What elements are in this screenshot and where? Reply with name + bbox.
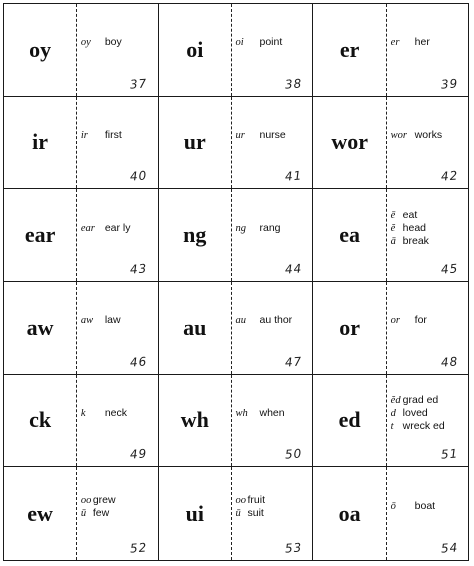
sound-row <box>391 209 466 222</box>
sound-list <box>391 97 466 175</box>
sound-row <box>235 314 310 327</box>
phonogram-big-letters: ir <box>32 129 49 155</box>
dashed-cut-line <box>76 97 77 189</box>
example-word: for <box>414 314 427 327</box>
sound-marking: t <box>390 420 394 432</box>
sound-row <box>81 314 156 327</box>
dashed-cut-line <box>231 375 232 467</box>
sound-marking: ē <box>390 209 396 221</box>
card-number: 37 <box>129 76 149 92</box>
sound-list <box>81 467 156 546</box>
phonogram-big-letters: oi <box>186 36 204 62</box>
sound-row <box>391 407 466 420</box>
sound-marking: ū <box>235 507 241 519</box>
sound-list <box>391 189 466 267</box>
phonogram-card <box>159 189 314 282</box>
example-word: neck <box>104 406 128 419</box>
sound-row <box>391 500 466 513</box>
dashed-cut-line <box>231 97 232 189</box>
phonogram-card <box>313 97 468 190</box>
phonogram-card <box>4 375 159 468</box>
example-word: wreck ed <box>402 419 445 432</box>
phonogram-card <box>4 282 159 375</box>
phonogram-card <box>313 375 468 468</box>
phonogram-big-letters: er <box>339 36 360 62</box>
example-word: loved <box>402 406 428 419</box>
example-word: law <box>104 314 121 327</box>
example-word: eat <box>402 208 418 221</box>
sound-row <box>391 36 466 49</box>
card-number: 45 <box>440 261 459 277</box>
phonogram-card <box>313 189 468 282</box>
example-word: break <box>402 234 429 247</box>
phonogram-card <box>4 97 159 190</box>
example-word: first <box>104 128 122 141</box>
card-number: 49 <box>129 446 149 462</box>
card-number: 44 <box>284 261 303 277</box>
card-number: 38 <box>284 76 303 92</box>
sound-marking: ĕ <box>390 222 396 234</box>
phonogram-big-letters: ui <box>185 500 204 526</box>
sound-marking: ng <box>235 222 246 234</box>
sound-marking: ĕd <box>390 394 401 406</box>
sound-marking: au <box>235 315 246 327</box>
phonogram-card <box>159 282 314 375</box>
example-word: few <box>92 506 110 519</box>
phonogram-card <box>4 4 159 97</box>
phonogram-big-letters: ew <box>27 500 53 526</box>
sound-list <box>235 375 310 453</box>
sound-row <box>81 129 156 142</box>
sound-list <box>81 282 156 360</box>
sound-marking: ear <box>80 222 95 234</box>
sound-row <box>81 222 156 235</box>
sound-row <box>81 494 156 507</box>
phonogram-card <box>159 375 314 468</box>
sound-marking: k <box>80 407 86 419</box>
card-number: 51 <box>440 446 459 462</box>
dashed-cut-line <box>386 375 387 467</box>
sound-row <box>391 129 466 142</box>
phonogram-big-letters: au <box>183 314 207 340</box>
sound-list <box>391 4 466 82</box>
example-word: works <box>414 128 443 141</box>
example-word: suit <box>247 506 264 519</box>
sound-marking: oo <box>235 494 246 506</box>
example-word: ear ly <box>104 221 131 234</box>
sound-row <box>391 394 466 407</box>
sound-marking: or <box>390 315 400 327</box>
dashed-cut-line <box>386 282 387 374</box>
phonogram-big-letters: ck <box>29 407 52 433</box>
dashed-cut-line <box>76 467 77 560</box>
sound-marking: ur <box>235 129 245 141</box>
sound-row <box>235 129 310 142</box>
dashed-cut-line <box>231 467 232 560</box>
sound-list <box>235 282 310 360</box>
sound-list <box>235 467 310 546</box>
example-word: fruit <box>247 493 265 506</box>
sound-list <box>391 467 466 546</box>
phonogram-big-letters: oy <box>29 36 52 62</box>
example-word: point <box>259 36 283 49</box>
example-word: head <box>402 221 427 234</box>
phonogram-big-letters: wor <box>331 129 368 155</box>
sound-row <box>235 507 310 520</box>
sound-row <box>235 36 310 49</box>
phonogram-card-sheet <box>3 3 469 561</box>
phonogram-big-letters: ng <box>183 222 207 248</box>
sound-row <box>391 420 466 433</box>
sound-row <box>235 222 310 235</box>
sound-row <box>391 314 466 327</box>
example-word: boy <box>104 36 122 49</box>
sound-marking: d <box>390 407 396 419</box>
phonogram-card <box>4 467 159 560</box>
sound-list <box>81 4 156 82</box>
card-number: 42 <box>440 168 459 184</box>
dashed-cut-line <box>386 97 387 189</box>
card-number: 43 <box>129 261 149 277</box>
example-word: boat <box>414 500 436 513</box>
sound-list <box>235 189 310 267</box>
example-word: her <box>414 36 430 49</box>
phonogram-card <box>159 467 314 560</box>
sound-list <box>391 282 466 360</box>
sound-row <box>391 222 466 235</box>
sound-marking: oi <box>235 37 244 49</box>
sound-marking: wh <box>235 407 248 419</box>
dashed-cut-line <box>386 189 387 281</box>
card-number: 47 <box>284 354 303 370</box>
phonogram-card <box>313 282 468 375</box>
sound-marking: ir <box>80 129 88 141</box>
sound-list <box>391 375 466 453</box>
phonogram-big-letters: wh <box>180 407 209 433</box>
sound-row <box>235 494 310 507</box>
sound-list <box>81 97 156 175</box>
card-number: 40 <box>129 168 149 184</box>
sound-list <box>81 189 156 267</box>
sound-list <box>81 375 156 453</box>
sound-marking: oo <box>80 494 92 506</box>
sound-row <box>235 407 310 420</box>
sound-marking: er <box>390 37 400 49</box>
example-word: grad ed <box>402 393 439 406</box>
phonogram-big-letters: ear <box>24 222 56 248</box>
card-number: 41 <box>284 168 303 184</box>
sound-marking: ū <box>80 507 87 519</box>
phonogram-big-letters: oa <box>338 500 361 526</box>
sound-list <box>235 4 310 82</box>
card-number: 46 <box>129 354 149 370</box>
phonogram-card <box>159 4 314 97</box>
card-number: 54 <box>440 540 459 556</box>
phonogram-card <box>313 4 468 97</box>
sound-row <box>391 235 466 248</box>
card-number: 48 <box>440 354 459 370</box>
sound-list <box>235 97 310 175</box>
dashed-cut-line <box>386 4 387 96</box>
phonogram-big-letters: ur <box>183 129 206 155</box>
sound-marking: ā <box>390 235 396 247</box>
phonogram-big-letters: ed <box>338 407 361 433</box>
phonogram-card <box>159 97 314 190</box>
phonogram-card <box>313 467 468 560</box>
sound-row <box>81 36 156 49</box>
sound-row <box>81 507 156 520</box>
dashed-cut-line <box>231 282 232 374</box>
dashed-cut-line <box>76 375 77 467</box>
phonogram-big-letters: ea <box>339 222 361 248</box>
example-word: au thor <box>259 314 293 327</box>
card-number: 53 <box>284 540 303 556</box>
example-word: when <box>259 406 285 419</box>
dashed-cut-line <box>231 4 232 96</box>
dashed-cut-line <box>76 4 77 96</box>
dashed-cut-line <box>76 282 77 374</box>
card-number: 50 <box>284 446 303 462</box>
card-number: 39 <box>440 76 459 92</box>
sound-marking: wor <box>390 129 407 141</box>
phonogram-big-letters: aw <box>26 314 54 340</box>
dashed-cut-line <box>231 189 232 281</box>
card-number: 52 <box>129 540 149 556</box>
sound-marking: oy <box>80 37 91 49</box>
example-word: grew <box>92 493 116 506</box>
sound-marking: ō <box>390 501 396 513</box>
dashed-cut-line <box>76 189 77 281</box>
sound-marking: aw <box>80 315 94 327</box>
sound-row <box>81 407 156 420</box>
example-word: rang <box>259 221 281 234</box>
dashed-cut-line <box>386 467 387 560</box>
phonogram-card <box>4 189 159 282</box>
example-word: nurse <box>259 128 286 141</box>
phonogram-big-letters: or <box>339 314 361 340</box>
